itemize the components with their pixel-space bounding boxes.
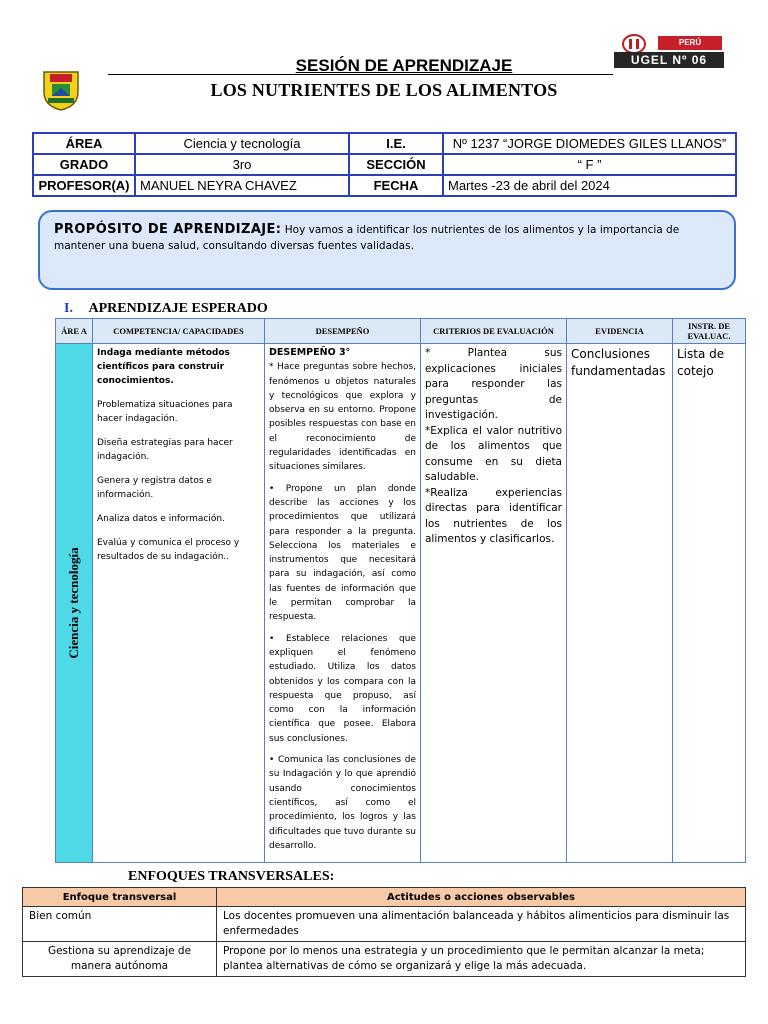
ie-value: Nº 1237 “JORGE DIOMEDES GILES LLANOS” bbox=[443, 133, 736, 154]
header-desempeno: DESEMPEÑO bbox=[265, 319, 421, 344]
desempeno-item: • Comunica las conclusiones de su Indagación y lo que aprendió usando conocimientos científicos, así como el procedimiento, los logros y las dificultades que tuvo durante su desarrollo. bbox=[269, 755, 416, 851]
table-row bbox=[23, 942, 746, 977]
fecha-value: Martes -23 de abril del 2024 bbox=[443, 175, 736, 196]
grado-label: GRADO bbox=[33, 154, 135, 175]
criterio-item: *Realiza experiencias directas para identificar los nutrientes de los alimentos y clasificarlos. bbox=[425, 486, 562, 545]
enfoques-col-actitudes: Actitudes o acciones observables bbox=[217, 888, 746, 907]
enfoque-name: Bien común bbox=[23, 907, 217, 942]
info-row bbox=[33, 154, 736, 175]
desempeno-title: DESEMPEÑO 3° bbox=[269, 347, 351, 358]
page-title: LOS NUTRIENTES DE LOS ALIMENTOS bbox=[210, 80, 558, 100]
table-row bbox=[56, 344, 746, 863]
capacidad-item: Analiza datos e información. bbox=[97, 514, 225, 524]
seccion-label: SECCIÓN bbox=[349, 154, 443, 175]
area-value: Ciencia y tecnología bbox=[135, 133, 349, 154]
seccion-value: “ F ” bbox=[443, 154, 736, 175]
criterio-item: * Plantea sus explicaciones iniciales para responder las preguntas de investigación. bbox=[425, 347, 562, 421]
peru-label: PERÚ bbox=[658, 36, 722, 50]
enfoques-col-enfoque: Enfoque transversal bbox=[23, 888, 217, 907]
profesor-value: MANUEL NEYRA CHAVEZ bbox=[135, 175, 349, 196]
area-label: ÁREA bbox=[33, 133, 135, 154]
evidencia-cell: Conclusiones fundamentadas bbox=[567, 344, 673, 863]
title-divider bbox=[108, 74, 613, 75]
session-title: SESIÓN DE APRENDIZAJE bbox=[295, 56, 513, 75]
enfoques-table bbox=[22, 887, 746, 977]
capacidad-item: Genera y registra datos e información. bbox=[97, 476, 212, 500]
table-header-row bbox=[56, 319, 746, 344]
capacidad-item: Problematiza situaciones para hacer indagación. bbox=[97, 400, 233, 424]
desempeno-cell bbox=[265, 344, 421, 863]
fecha-label: FECHA bbox=[349, 175, 443, 196]
enfoque-name: Gestiona su aprendizaje de manera autónoma bbox=[23, 942, 217, 977]
desempeno-item: * Hace preguntas sobre hechos, fenómenos u objetos naturales y tecnológicos que explora y observa en su entorno. Propone posibles respuestas con base en el reconocimiento de regularidades identificadas en situaciones similares. bbox=[269, 362, 416, 473]
header-criterios: CRITERIOS DE EVALUACIÓN bbox=[421, 319, 567, 344]
info-table bbox=[32, 132, 737, 197]
competencia-cell bbox=[93, 344, 265, 863]
ie-label: I.E. bbox=[349, 133, 443, 154]
enfoques-header-row bbox=[23, 888, 746, 907]
desempeno-item: • Propone un plan donde describe las acciones y los procedimientos que utilizará para responder a la pregunta. Selecciona los materiales e instrumentos que necesitará para su indagación, así como las fuentes de información que le permitan comprobar la respuesta. bbox=[269, 483, 416, 623]
header-competencia: COMPETENCIA/ CAPACIDADES bbox=[93, 319, 265, 344]
section-number: I. bbox=[64, 301, 73, 316]
purpose-text: Hoy vamos a identificar los nutrientes de los alimentos y la importancia de mantener una buena salud, consultando diversas fuentes validadas. bbox=[54, 224, 680, 252]
info-row bbox=[33, 175, 736, 196]
enfoque-actitud: Propone por lo menos una estrategia y un procedimiento que le permitan alcanzar la meta; plantea alternativas de cómo se organizará y elige la más adecuada. bbox=[217, 942, 746, 977]
enfoque-actitud: Los docentes promueven una alimentación balanceada y hábitos alimenticios para disminuir las enfermedades bbox=[217, 907, 746, 942]
area-cell bbox=[56, 344, 93, 863]
learning-table bbox=[55, 318, 746, 863]
header-area: ÁRE A bbox=[56, 319, 93, 344]
enfoques-title: ENFOQUES TRANSVERSALES: bbox=[128, 869, 335, 884]
section-title: APRENDIZAJE ESPERADO bbox=[88, 301, 268, 316]
competencia-item: Indaga mediante métodos científicos para construir conocimientos. bbox=[97, 348, 230, 386]
desempeno-item: • Establece relaciones que expliquen el fenómeno estudiado. Utiliza los datos obtenidos y los compara con la respuesta que propuso, así como con la información científica que posee. Elabora sus conclusiones. bbox=[269, 633, 416, 744]
capacidad-item: Evalúa y comunica el proceso y resultados de su indagación.. bbox=[97, 538, 240, 562]
info-row bbox=[33, 133, 736, 154]
instrumento-cell: Lista de cotejo bbox=[673, 344, 746, 863]
ugel-label: UGEL Nº 06 bbox=[614, 52, 724, 68]
table-row bbox=[23, 907, 746, 942]
criterios-cell bbox=[421, 344, 567, 863]
header-evidencia: EVIDENCIA bbox=[567, 319, 673, 344]
purpose-title: PROPÓSITO DE APRENDIZAJE: bbox=[54, 222, 282, 237]
capacidad-item: Diseña estrategias para hacer indagación. bbox=[97, 438, 233, 462]
criterio-item: *Explica el valor nutritivo de los alimentos que consume en su dieta saludable. bbox=[425, 424, 562, 483]
purpose-box bbox=[38, 210, 736, 290]
grado-value: 3ro bbox=[135, 154, 349, 175]
profesor-label: PROFESOR(A) bbox=[33, 175, 135, 196]
header-instrumento: INSTR. DE EVALUAC. bbox=[673, 319, 746, 344]
section-heading bbox=[64, 301, 268, 317]
area-vertical-label: Ciencia y tecnología bbox=[66, 547, 81, 659]
